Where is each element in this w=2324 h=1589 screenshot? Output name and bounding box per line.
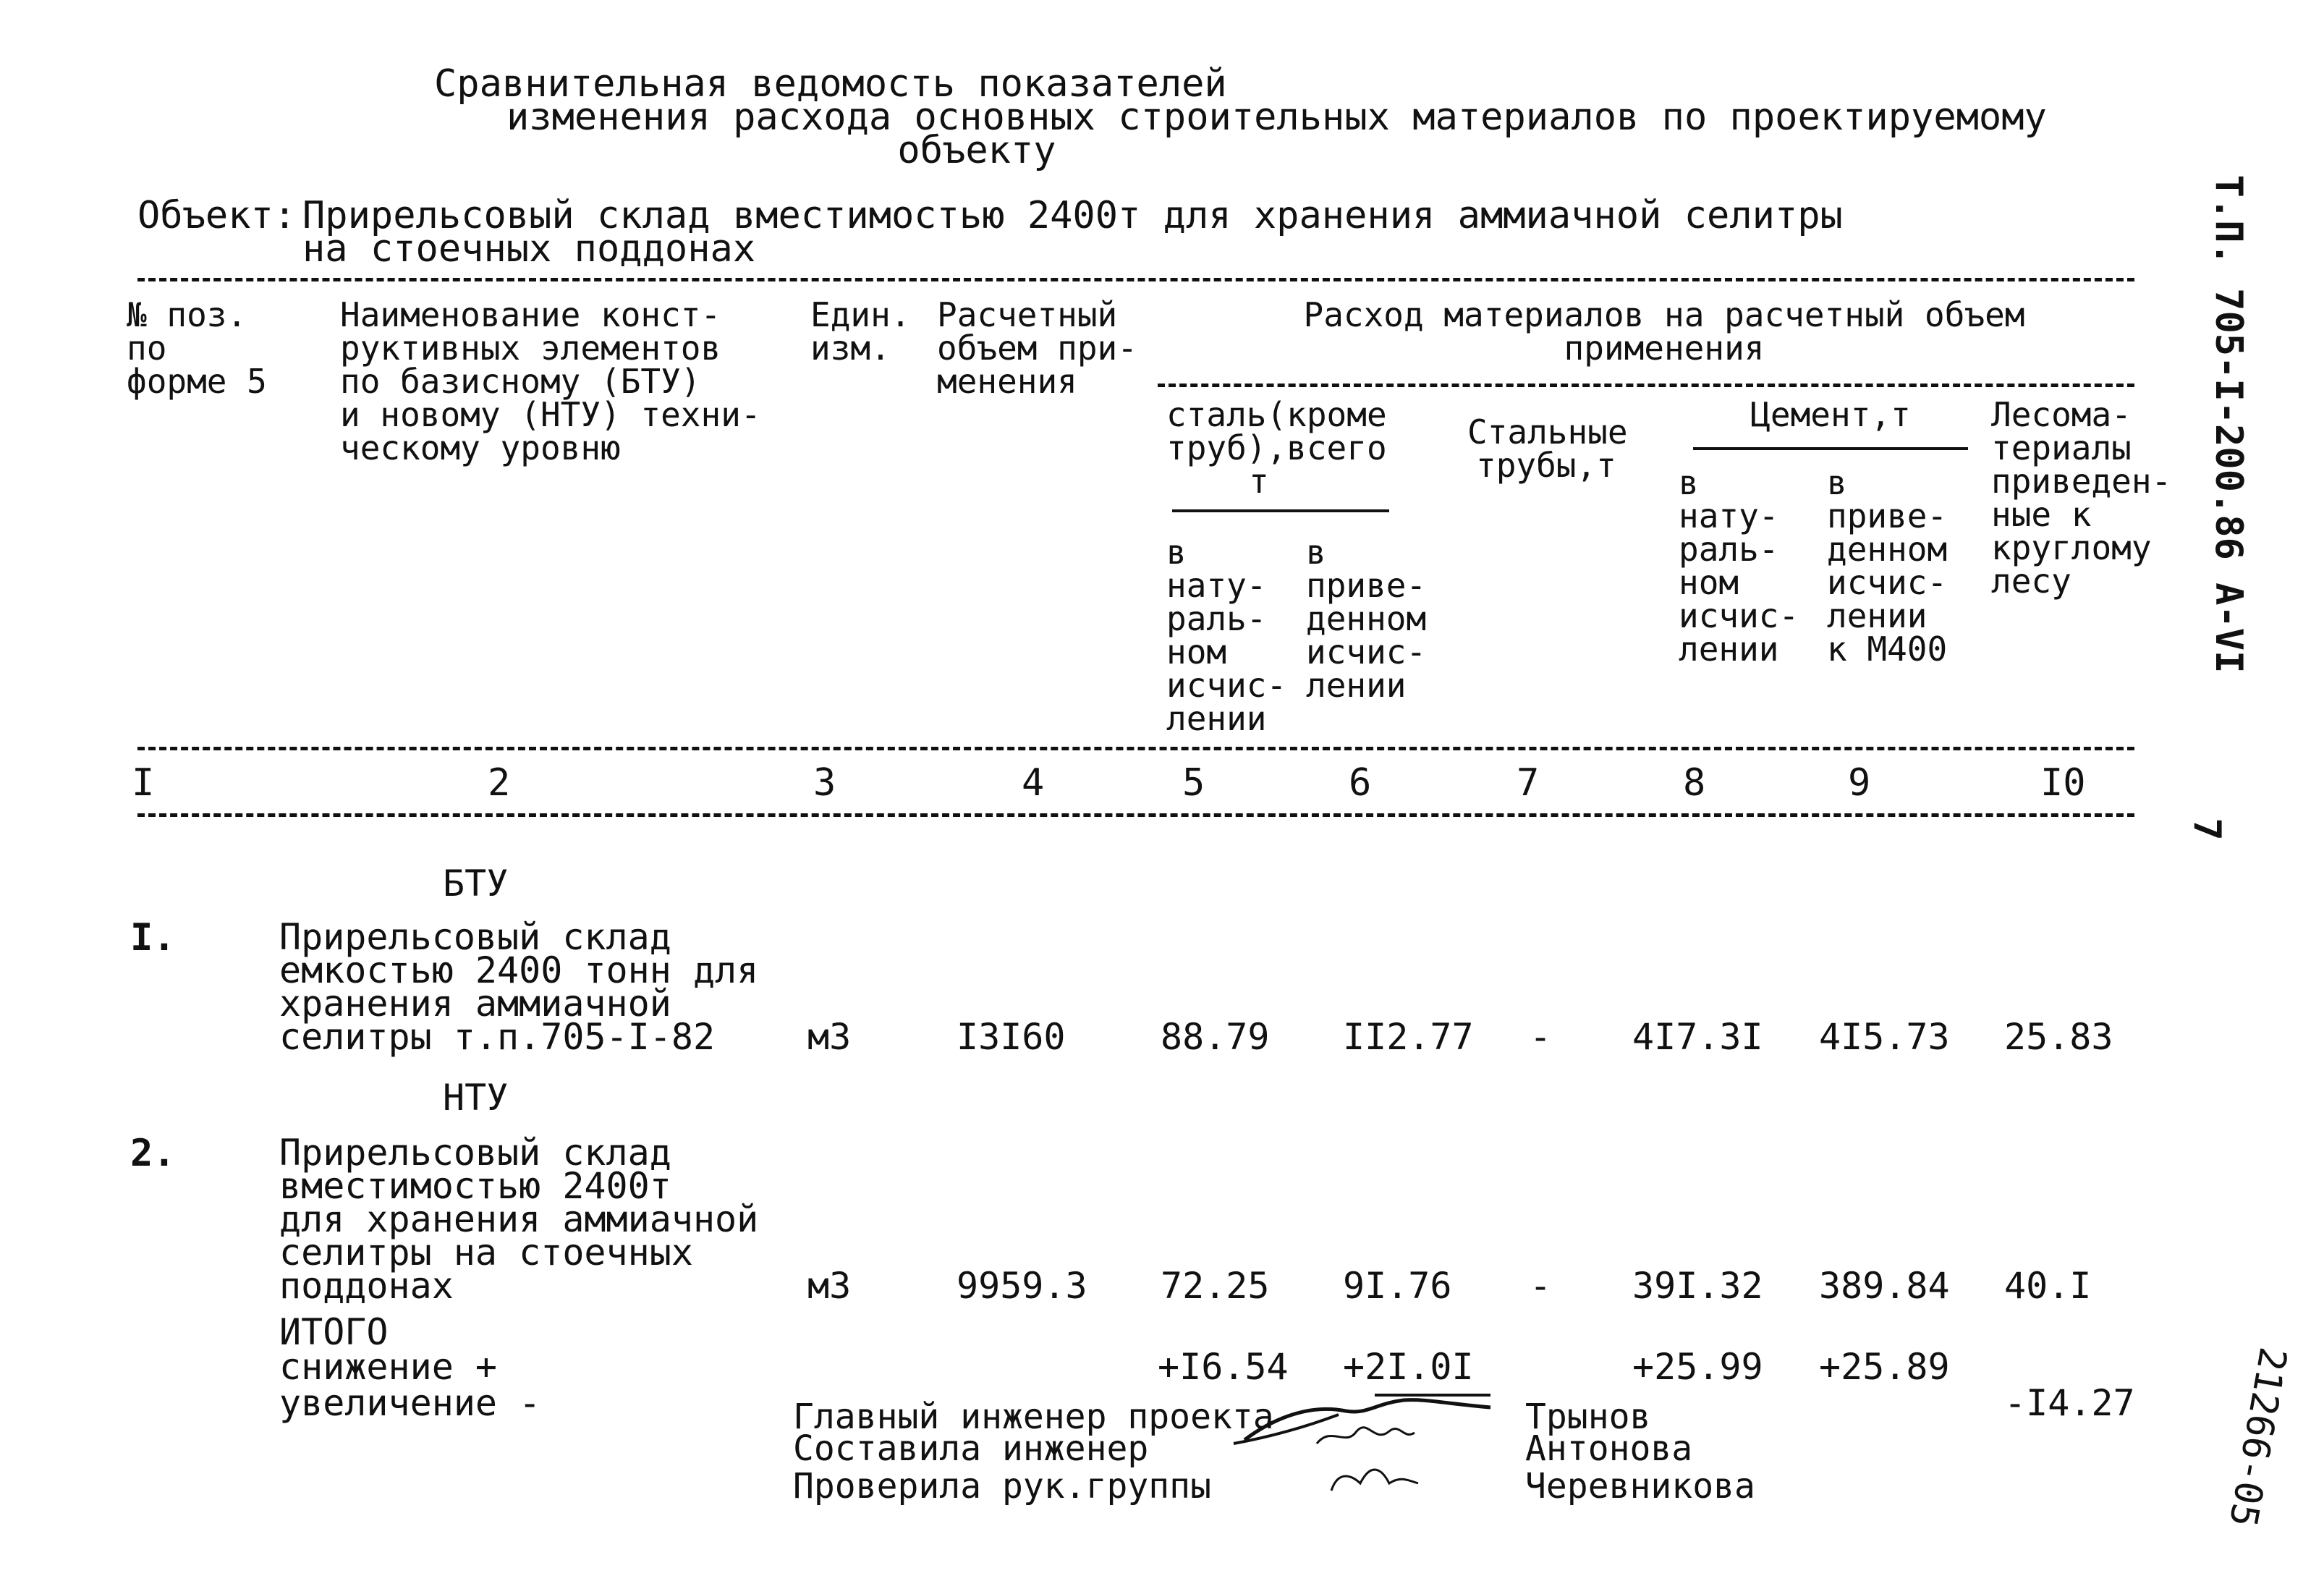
sign-role-1: Главный инженер проекта xyxy=(793,1397,1274,1437)
h-col2-l2: руктивных элементов xyxy=(340,329,721,368)
doc-title-line-1: Сравнительная ведомость показателей xyxy=(434,62,1227,106)
h-col9-l2: приве- xyxy=(1827,496,1948,535)
h-col6-l2: приве- xyxy=(1306,566,1427,605)
h-col6-l4: исчис- xyxy=(1306,632,1427,671)
h-col5-l1: в xyxy=(1166,533,1187,572)
row2-timber: 40.I xyxy=(2004,1265,2092,1307)
object-line-1: Прирельсовый склад вместимостью 2400т для хранения аммиачной селитры xyxy=(302,194,1843,237)
h-col3-l2: изм. xyxy=(810,329,891,368)
h-col8-l2: нату- xyxy=(1679,496,1779,535)
h-col10-l3: приведен- xyxy=(1991,462,2172,501)
doc-title-line-2: изменения расхода основных строительных материалов по проектируемому xyxy=(506,96,2047,139)
row2-cement-red: 389.84 xyxy=(1819,1265,1950,1307)
doc-title-line-3: объекту xyxy=(897,129,1056,172)
row1-num: I. xyxy=(130,916,176,959)
handwritten-signatures xyxy=(1230,1375,1534,1534)
row2-name-l4: селитры на стоечных xyxy=(279,1232,693,1274)
archive-number-vertical: 21266-05 xyxy=(2220,1344,2295,1530)
header-bottom-rule xyxy=(137,747,2134,750)
h-col7-l1: Стальные xyxy=(1467,412,1628,452)
row1-name-l2: емкостью 2400 тонн для xyxy=(279,949,759,991)
h-col4-l3: менения xyxy=(937,362,1077,401)
row2-name-l1: Прирельсовый склад xyxy=(279,1132,671,1174)
col-num-3: 3 xyxy=(813,761,836,805)
h-col6-l1: в xyxy=(1306,533,1326,572)
doc-code-vertical: Т.П. 705-I-200.86 А-VI xyxy=(2207,174,2250,674)
row2-steel-red: 9I.76 xyxy=(1343,1265,1452,1307)
row2-num: 2. xyxy=(130,1132,176,1175)
row1-pipes: - xyxy=(1530,1016,1552,1058)
h-col10-l2: териалы xyxy=(1991,428,2132,467)
col-num-7: 7 xyxy=(1517,761,1540,805)
h-col8-l6: лении xyxy=(1679,630,1779,669)
row2-name-l2: вместимостью 2400т xyxy=(279,1165,671,1207)
h-col1-l2: по xyxy=(127,329,167,368)
group-rule xyxy=(1158,384,2134,387)
h-col9-l4: исчис- xyxy=(1827,563,1948,602)
h-col7-l2: трубы,т xyxy=(1476,446,1616,485)
h-col5-l3: раль- xyxy=(1166,599,1267,638)
row1-name-l1: Прирельсовый склад xyxy=(279,916,671,958)
h-col1-l3: форме 5 xyxy=(127,362,267,401)
totals-cement-red: +25.89 xyxy=(1819,1346,1950,1388)
h-col9-l5: лении xyxy=(1827,596,1928,635)
row2-name-l5: поддонах xyxy=(279,1265,454,1307)
totals-timber: -I4.27 xyxy=(2004,1382,2135,1424)
sign-role-3: Проверила рук.группы xyxy=(793,1466,1211,1507)
row1-name-l4: селитры т.п.705-I-82 xyxy=(279,1016,716,1058)
row2-cement-nat: 39I.32 xyxy=(1632,1265,1763,1307)
h-col9-l6: к М400 xyxy=(1827,630,1948,669)
object-line-2: на стоечных поддонах xyxy=(302,227,756,271)
page-number-vertical: 7 xyxy=(2185,818,2228,841)
h-col1-l1: № поз. xyxy=(127,295,247,334)
totals-steel-red: +2I.0I xyxy=(1343,1346,1474,1388)
row2-pipes: - xyxy=(1530,1265,1552,1307)
h-col8-l3: раль- xyxy=(1679,530,1779,569)
totals-cement-nat: +25.99 xyxy=(1632,1346,1763,1388)
h-col5-l5: исчис- xyxy=(1166,666,1287,705)
row2-section: НТУ xyxy=(443,1077,509,1119)
h-col6-l3: денном xyxy=(1306,599,1427,638)
col-numbers-rule xyxy=(137,813,2134,817)
h-col5-l6: лении xyxy=(1166,699,1267,738)
row1-timber: 25.83 xyxy=(2004,1016,2113,1058)
h-col4-l2: объем при- xyxy=(937,329,1137,368)
row1-steel-red: II2.77 xyxy=(1343,1016,1474,1058)
row2-volume: 9959.3 xyxy=(957,1265,1087,1307)
totals-label-l2: снижение + xyxy=(279,1346,498,1388)
row1-name-l3: хранения аммиачной xyxy=(279,983,671,1025)
h-steel-l2: труб),всего xyxy=(1166,428,1387,467)
totals-label-l1: ИТОГО xyxy=(279,1311,389,1353)
h-col8-l1: в xyxy=(1679,463,1699,502)
col-num-4: 4 xyxy=(1022,761,1045,805)
h-col2-l4: и новому (НТУ) техни- xyxy=(340,395,761,434)
col-num-10: I0 xyxy=(2040,761,2086,805)
h-col2-l1: Наименование конст- xyxy=(340,295,721,334)
h-col8-l5: исчис- xyxy=(1679,596,1799,635)
h-col10-l4: ные к xyxy=(1991,495,2092,534)
h-col10-l5: круглому xyxy=(1991,528,2152,567)
totals-steel-nat: +I6.54 xyxy=(1158,1346,1289,1388)
h-col2-l3: по базисному (БТУ) xyxy=(340,362,701,401)
h-col8-l4: ном xyxy=(1679,563,1739,602)
sign-name-2: Антонова xyxy=(1525,1428,1693,1469)
sign-name-1: Трынов xyxy=(1525,1397,1651,1437)
sign-role-2: Составила инженер xyxy=(793,1428,1149,1469)
cement-rule xyxy=(1693,447,1968,450)
row1-cement-nat: 4I7.3I xyxy=(1632,1016,1763,1058)
h-col10-l1: Лесома- xyxy=(1991,395,2132,434)
sign-name-3: Черевникова xyxy=(1525,1466,1755,1507)
h-steel-l1: сталь(кроме xyxy=(1166,395,1387,434)
h-col3-l1: Един. xyxy=(810,295,911,334)
row1-cement-red: 4I5.73 xyxy=(1819,1016,1950,1058)
header-top-rule xyxy=(137,278,2134,281)
h-col5-l4: ном xyxy=(1166,632,1227,671)
steel-rule xyxy=(1172,509,1389,512)
h-col2-l5: ческому уровню xyxy=(340,428,621,467)
col-num-8: 8 xyxy=(1683,761,1706,805)
signature-scribble-4 xyxy=(1331,1470,1418,1491)
h-steel-l3: т xyxy=(1249,462,1269,501)
h-col9-l1: в xyxy=(1827,463,1847,502)
h-col6-l5: лении xyxy=(1306,666,1407,705)
totals-label-l3: увеличение - xyxy=(279,1382,541,1424)
row2-unit: м3 xyxy=(807,1265,852,1307)
object-label: Объект: xyxy=(137,194,297,237)
col-num-9: 9 xyxy=(1848,761,1871,805)
row1-volume: I3I60 xyxy=(957,1016,1066,1058)
h-col5-l2: нату- xyxy=(1166,566,1267,605)
col-num-5: 5 xyxy=(1182,761,1205,805)
col-num-1: I xyxy=(132,761,155,805)
h-group-l2: применения xyxy=(1564,329,1765,368)
row2-steel-nat: 72.25 xyxy=(1161,1265,1270,1307)
h-col4-l1: Расчетный xyxy=(937,295,1118,334)
h-col10-l6: лесу xyxy=(1991,562,2071,601)
signature-scribble-3 xyxy=(1317,1428,1415,1444)
h-col9-l3: денном xyxy=(1827,530,1948,569)
col-num-6: 6 xyxy=(1349,761,1372,805)
row1-unit: м3 xyxy=(807,1016,852,1058)
row1-section: БТУ xyxy=(443,863,509,904)
h-group-l1: Расход материалов на расчетный объем xyxy=(1303,295,2025,334)
row1-steel-nat: 88.79 xyxy=(1161,1016,1270,1058)
h-cement: Цемент,т xyxy=(1750,395,1911,434)
row2-name-l3: для хранения аммиачной xyxy=(279,1198,759,1240)
col-num-2: 2 xyxy=(488,761,511,805)
